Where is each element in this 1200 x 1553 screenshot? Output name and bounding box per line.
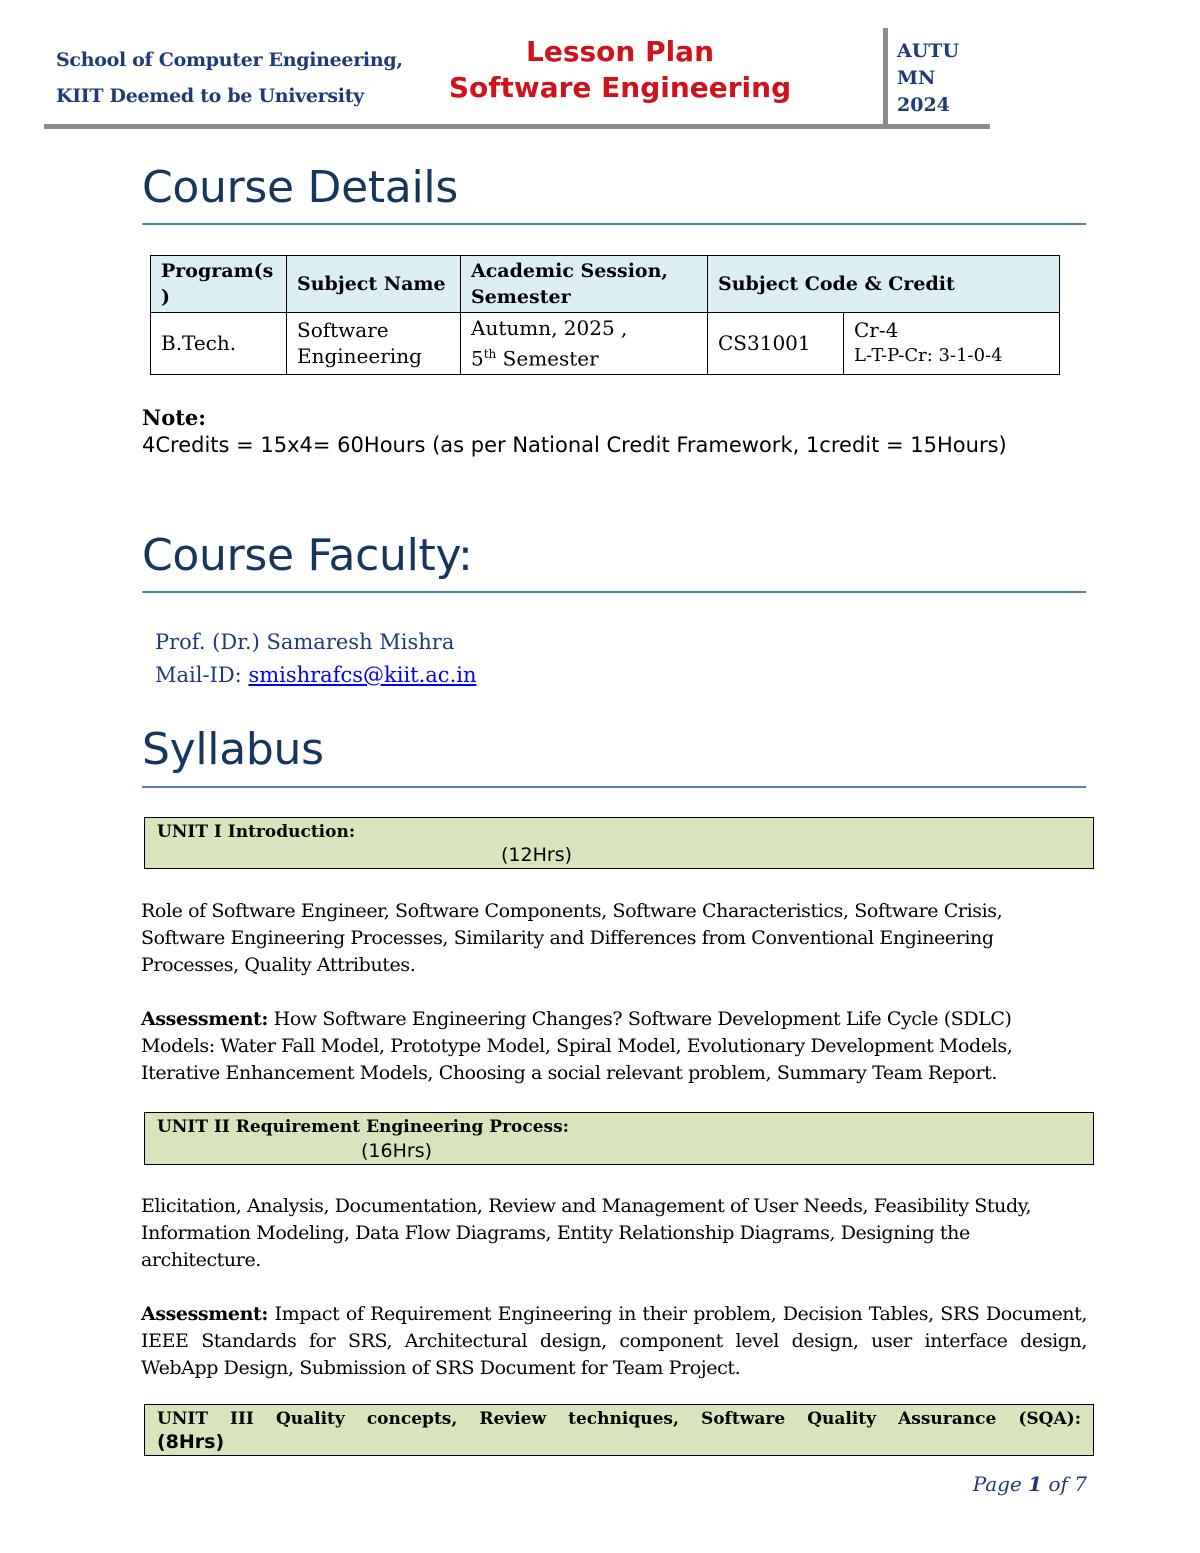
- unit-3-hours: (8Hrs): [157, 1431, 225, 1453]
- unit-1-box: [144, 817, 1094, 869]
- school-line-2: KIIT Deemed to be University: [56, 85, 364, 107]
- ltpc-text: L-T-P-Cr: 3-1-0-4: [854, 345, 1003, 367]
- page-of: of: [1042, 1472, 1075, 1496]
- course-details-rule: [142, 223, 1086, 225]
- unit-2-hours: (16Hrs): [361, 1140, 432, 1162]
- document-title: [440, 34, 800, 106]
- cell-credit: [844, 313, 1060, 375]
- school-line-1: School of Computer Engineering,: [56, 49, 403, 71]
- cell-code: CS31001: [708, 313, 844, 375]
- cell-session: [461, 313, 708, 375]
- header-divider: [44, 124, 990, 129]
- course-details-table: [150, 255, 1060, 375]
- note-text: 4Credits = 15x4= 60Hours (as per National Credit Framework, 1credit = 15Hours): [142, 433, 1007, 457]
- header-vertical-divider: [883, 28, 888, 128]
- assessment-label: Assessment:: [141, 1008, 269, 1030]
- assessment-text: Impact of Requirement Engineering in their problem, Decision Tables, SRS Document, IEEE Standards for SRS, Architectural design, component level design, user interface design, WebApp Design, Submission of SRS Document for Team Project.: [141, 1303, 1087, 1379]
- faculty-mail: [155, 659, 476, 692]
- col-subject-name: Subject Name: [287, 256, 461, 313]
- course-details-heading: Course Details: [142, 162, 458, 213]
- cell-program: B.Tech.: [151, 313, 287, 375]
- table-header-row: [151, 256, 1060, 313]
- unit-2-title: UNIT II Requirement Engineering Process:: [157, 1117, 569, 1137]
- note-label: Note:: [142, 405, 207, 430]
- term-line-1: AUTU: [897, 40, 960, 62]
- course-faculty-rule: [142, 591, 1086, 593]
- term-line-2: MN: [897, 67, 936, 89]
- table-row: [151, 313, 1060, 375]
- unit-1-title: UNIT I Introduction:: [157, 822, 356, 842]
- session-text: Autumn, 2025 ,: [471, 316, 628, 340]
- term-label: [897, 38, 967, 119]
- page-number: [973, 1472, 1087, 1496]
- faculty-name: Prof. (Dr.) Samaresh Mishra: [155, 630, 455, 654]
- unit-2-box: [144, 1112, 1094, 1165]
- unit-1-hours: (12Hrs): [501, 844, 572, 866]
- term-line-3: 2024: [897, 94, 950, 116]
- faculty-email-link[interactable]: smishrafcs@kiit.ac.in: [248, 663, 477, 687]
- credit-text: Cr-4: [854, 318, 899, 343]
- page-current: 1: [1028, 1472, 1043, 1496]
- semester-word: Semester: [496, 346, 599, 371]
- credit-note: [142, 404, 1042, 459]
- course-faculty-heading: Course Faculty:: [142, 530, 473, 581]
- semester-suffix: th: [483, 347, 497, 361]
- page-total: 7: [1074, 1472, 1087, 1496]
- assessment-label: Assessment:: [141, 1303, 269, 1325]
- col-subject-code: Subject Code & Credit: [708, 256, 1060, 313]
- unit-2-content: Elicitation, Analysis, Documentation, Review and Management of User Needs, Feasibility Study, Information Modeling, Data Flow Diagrams, Entity Relationship Diagrams, Designing the architecture.: [141, 1195, 1032, 1271]
- assessment-text: How Software Engineering Changes? Software Development Life Cycle (SDLC) Models: Water Fall Model, Prototype Model, Spiral Model, Evolutionary Development Models, Iterative Enhancement Models, Choosing a social relevant problem, Summary Team Report.: [141, 1008, 1013, 1084]
- cell-subject-name: Software Engineering: [287, 313, 461, 375]
- unit-1-assessment: [141, 1006, 1087, 1087]
- page-prefix: Page: [972, 1472, 1029, 1496]
- school-name: [56, 42, 403, 114]
- syllabus-rule: [142, 786, 1086, 788]
- semester-number: 5: [471, 346, 484, 371]
- unit-3-box: [144, 1404, 1094, 1456]
- semester-text: [471, 341, 697, 372]
- title-line-1: Lesson Plan: [525, 35, 715, 68]
- col-academic-session: Academic Session, Semester: [461, 256, 708, 313]
- unit-3-title: UNIT III Quality concepts, Review techniques, Software Quality Assurance (SQA):: [157, 1409, 1081, 1429]
- faculty-info: [155, 626, 476, 692]
- title-line-2: Software Engineering: [448, 71, 792, 104]
- mail-label: Mail-ID:: [155, 663, 249, 687]
- syllabus-heading: Syllabus: [142, 724, 324, 775]
- col-program: Program(s ): [151, 256, 287, 313]
- unit-1-content: Role of Software Engineer, Software Components, Software Characteristics, Software Crisis, Software Engineering Processes, Similarity and Differences from Conventional Engineering Processes, Quality Attributes.: [141, 900, 1003, 976]
- unit-2-assessment: [141, 1301, 1087, 1382]
